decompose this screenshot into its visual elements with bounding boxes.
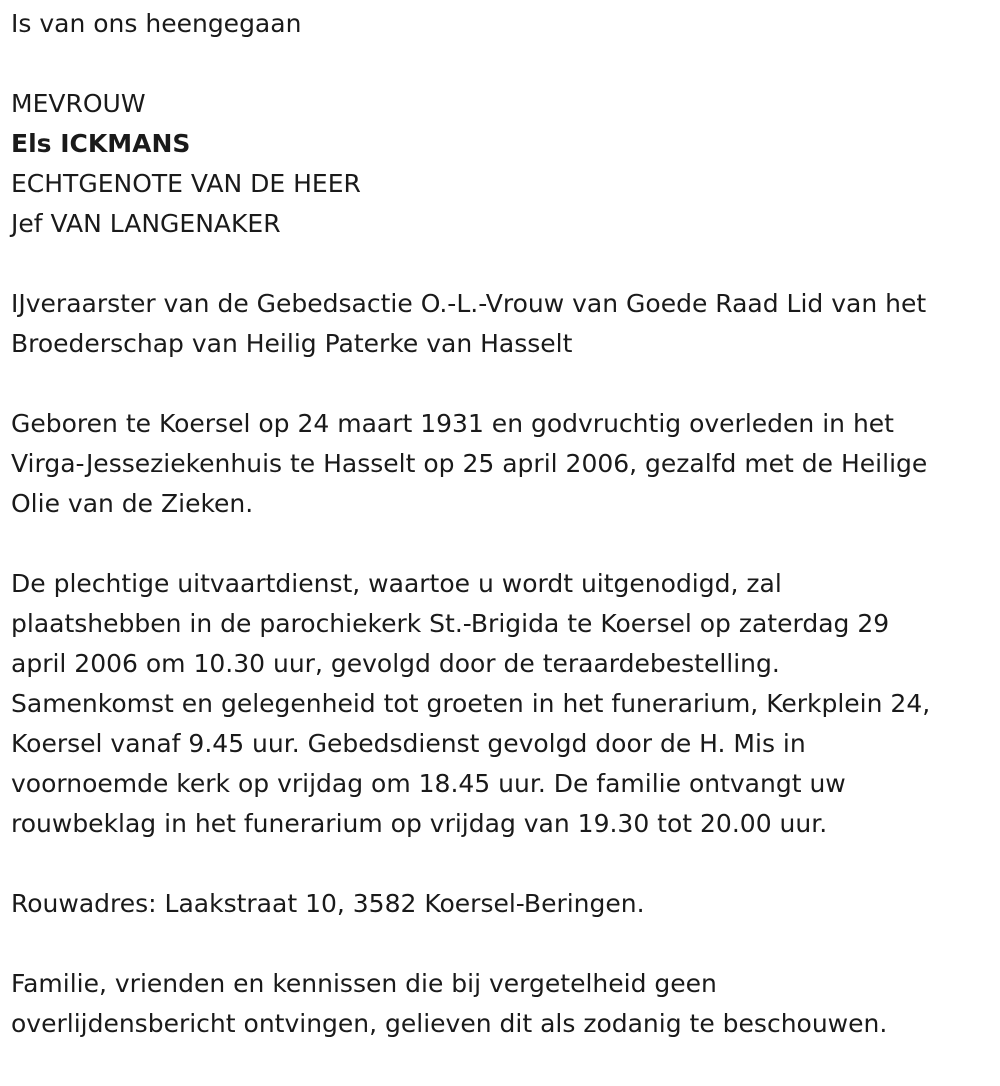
spacer bbox=[11, 364, 993, 404]
affiliation-paragraph bbox=[11, 284, 993, 364]
title-line: MEVROUW bbox=[11, 89, 146, 118]
paragraph-line: Virga-Jesseziekenhuis te Hasselt op 25 april 2006, gezalfd met de Heilige bbox=[11, 449, 928, 478]
spouse-name: Jef VAN LANGENAKER bbox=[11, 209, 281, 238]
intro-line: Is van ons heengegaan bbox=[11, 9, 302, 38]
deceased-name: Els ICKMANS bbox=[11, 129, 191, 158]
spacer bbox=[11, 44, 993, 84]
closing-paragraph bbox=[11, 964, 993, 1044]
paragraph-line: april 2006 om 10.30 uur, gevolgd door de teraardebestelling. bbox=[11, 649, 780, 678]
death-notice bbox=[11, 4, 993, 1044]
paragraph-line: De plechtige uitvaartdienst, waartoe u wordt uitgenodigd, zal bbox=[11, 569, 782, 598]
paragraph-line: Geboren te Koersel op 24 maart 1931 en godvruchtig overleden in het bbox=[11, 409, 894, 438]
paragraph-line: Broederschap van Heilig Paterke van Hasselt bbox=[11, 329, 573, 358]
paragraph-line: Olie van de Zieken. bbox=[11, 489, 254, 518]
paragraph-line: overlijdensbericht ontvingen, gelieven dit als zodanig te beschouwen. bbox=[11, 1009, 888, 1038]
birth-death-paragraph bbox=[11, 404, 993, 524]
spacer bbox=[11, 524, 993, 564]
paragraph-line: plaatshebben in de parochiekerk St.-Brigida te Koersel op zaterdag 29 bbox=[11, 609, 890, 638]
relation-line: ECHTGENOTE VAN DE HEER bbox=[11, 169, 361, 198]
paragraph-line: Samenkomst en gelegenheid tot groeten in het funerarium, Kerkplein 24, bbox=[11, 689, 931, 718]
mourning-address: Rouwadres: Laakstraat 10, 3582 Koersel-Beringen. bbox=[11, 889, 645, 918]
spacer bbox=[11, 844, 993, 884]
paragraph-line: rouwbeklag in het funerarium op vrijdag van 19.30 tot 20.00 uur. bbox=[11, 809, 828, 838]
spacer bbox=[11, 924, 993, 964]
paragraph-line: voornoemde kerk op vrijdag om 18.45 uur. De familie ontvangt uw bbox=[11, 769, 846, 798]
paragraph-line: IJveraarster van de Gebedsactie O.-L.-Vrouw van Goede Raad Lid van het bbox=[11, 289, 927, 318]
paragraph-line: Koersel vanaf 9.45 uur. Gebedsdienst gevolgd door de H. Mis in bbox=[11, 729, 806, 758]
spacer bbox=[11, 244, 993, 284]
paragraph-line: Familie, vrienden en kennissen die bij vergetelheid geen bbox=[11, 969, 717, 998]
funeral-paragraph bbox=[11, 564, 993, 844]
